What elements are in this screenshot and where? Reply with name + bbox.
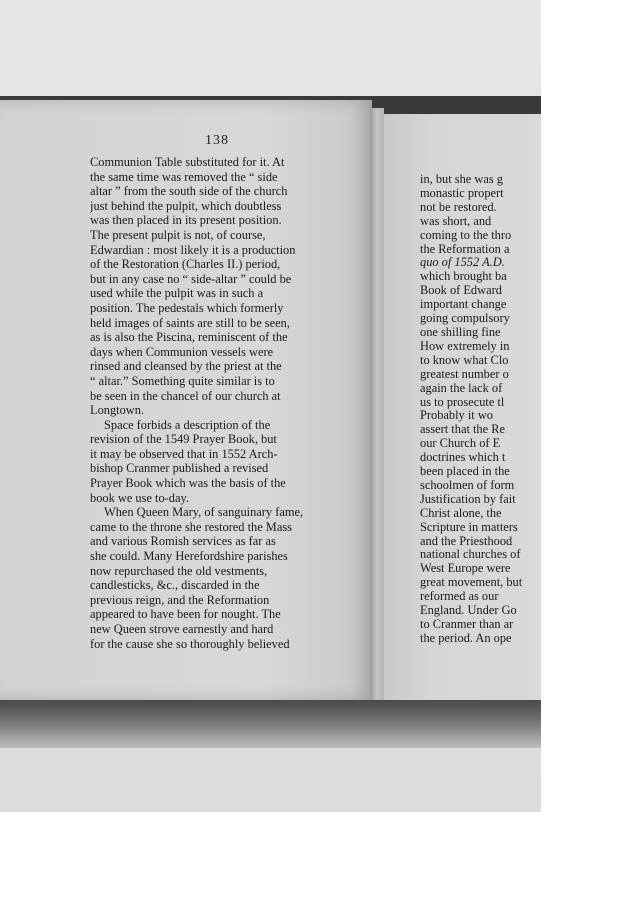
text-line: altar ” from the south side of the church	[90, 184, 288, 199]
page-number: 138	[205, 133, 229, 148]
text-line: Book of Edward	[420, 284, 502, 298]
text-line: assert that the Re	[420, 423, 505, 437]
text-line: to know what Clo	[420, 353, 509, 367]
text-line: position. The pedestals which formerly	[90, 300, 284, 315]
text-line: England. Under Go	[420, 604, 517, 618]
text-line: rinsed and cleansed by the priest at the	[90, 359, 282, 374]
text-line: the Reformation a	[420, 242, 510, 256]
text-line: coming to the thro	[420, 228, 512, 242]
text-line: be seen in the chancel of our church at	[90, 388, 281, 403]
text-line: Communion Table substituted for it. At	[90, 155, 285, 169]
text-line: doctrines which t	[420, 451, 506, 465]
text-line: monastic propert	[420, 186, 504, 200]
text-line: great movement, but	[420, 576, 523, 590]
text-line: been placed in the	[420, 465, 510, 479]
text-line: new Queen strove earnestly and hard	[90, 622, 274, 636]
text-line: Justification by fait	[420, 492, 516, 506]
text-line: us to prosecute tl	[420, 395, 505, 409]
text-line: now repurchased the old vestments,	[90, 563, 268, 578]
text-line: reformed as our	[420, 590, 499, 604]
text-line: of the Restoration (Charles II.) period,	[90, 257, 281, 272]
text-line: but in any case no “ side-altar ” could be	[90, 271, 292, 286]
text-line: book we use to-day.	[90, 490, 189, 505]
paragraph-start-line: Space forbids a description of the	[104, 417, 271, 432]
text-line: was short, and	[420, 214, 492, 228]
text-line: candlesticks, &c., discarded in the	[90, 578, 260, 593]
text-line: as is also the Piscina, reminiscent of the	[90, 330, 288, 345]
text-line: appeared to have been for nought. The	[90, 607, 281, 622]
text-line: was then placed in its present position.	[90, 213, 282, 228]
book-shadow	[0, 700, 541, 748]
text-line: to Cranmer than ar	[420, 618, 514, 631]
text-line: used while the pulpit was in such a	[90, 286, 264, 301]
text-line: in, but she was g	[420, 173, 503, 186]
paragraph-start-line: Probably it wo	[420, 409, 493, 423]
text-line: important change	[420, 298, 507, 312]
text-line: national churches of	[420, 548, 521, 562]
text-line: “ altar.” Something quite similar is to	[90, 373, 275, 388]
text-line: previous reign, and the Reformation	[90, 592, 270, 607]
text-line: the period. An ope	[420, 631, 512, 645]
text-line: greatest number o	[420, 367, 509, 381]
text-line: which brought ba	[420, 270, 507, 284]
text-line: came to the throne she restored the Mass	[90, 519, 292, 534]
text-line: Christ alone, the	[420, 506, 502, 520]
text-line: revision of the 1549 Prayer Book, but	[90, 432, 277, 447]
text-line: Edwardian : most likely it is a production	[90, 242, 296, 257]
text-line: for the cause she so thoroughly believed	[90, 636, 290, 651]
text-line: bishop Cranmer published a revised	[90, 461, 269, 476]
right-page-text	[420, 173, 541, 646]
text-line: and various Romish services as far as	[90, 534, 276, 549]
text-line: one shilling fine	[420, 325, 501, 339]
text-line: Longtown.	[90, 403, 145, 418]
text-line: How extremely in	[420, 339, 510, 353]
text-line: schoolmen of form	[420, 478, 515, 492]
book-gutter	[370, 108, 384, 708]
text-line: and the Priesthood	[420, 534, 513, 548]
text-line: again the lack of	[420, 381, 503, 395]
text-line: just behind the pulpit, which doubtless	[90, 198, 282, 213]
text-line: quo of 1552 A.D.	[420, 256, 505, 270]
text-line: Scripture in matters	[420, 520, 518, 534]
text-line: held images of saints are still to be seen,	[90, 315, 290, 330]
text-line: it may be observed that in 1552 Arch-	[90, 446, 278, 461]
text-line: the same time was removed the “ side	[90, 169, 278, 184]
text-line: going compulsory	[420, 312, 510, 326]
text-line: West Europe were	[420, 562, 511, 576]
text-line: Prayer Book which was the basis of the	[90, 476, 286, 491]
paragraph-start-line: When Queen Mary, of sanguinary fame,	[104, 505, 304, 520]
text-line: she could. Many Herefordshire parishes	[90, 549, 288, 564]
text-line: not be restored.	[420, 200, 497, 214]
text-line: days when Communion vessels were	[90, 344, 274, 359]
text-line: The present pulpit is not, of course,	[90, 227, 266, 242]
text-line: our Church of E	[420, 437, 501, 451]
left-page-text	[90, 155, 346, 651]
